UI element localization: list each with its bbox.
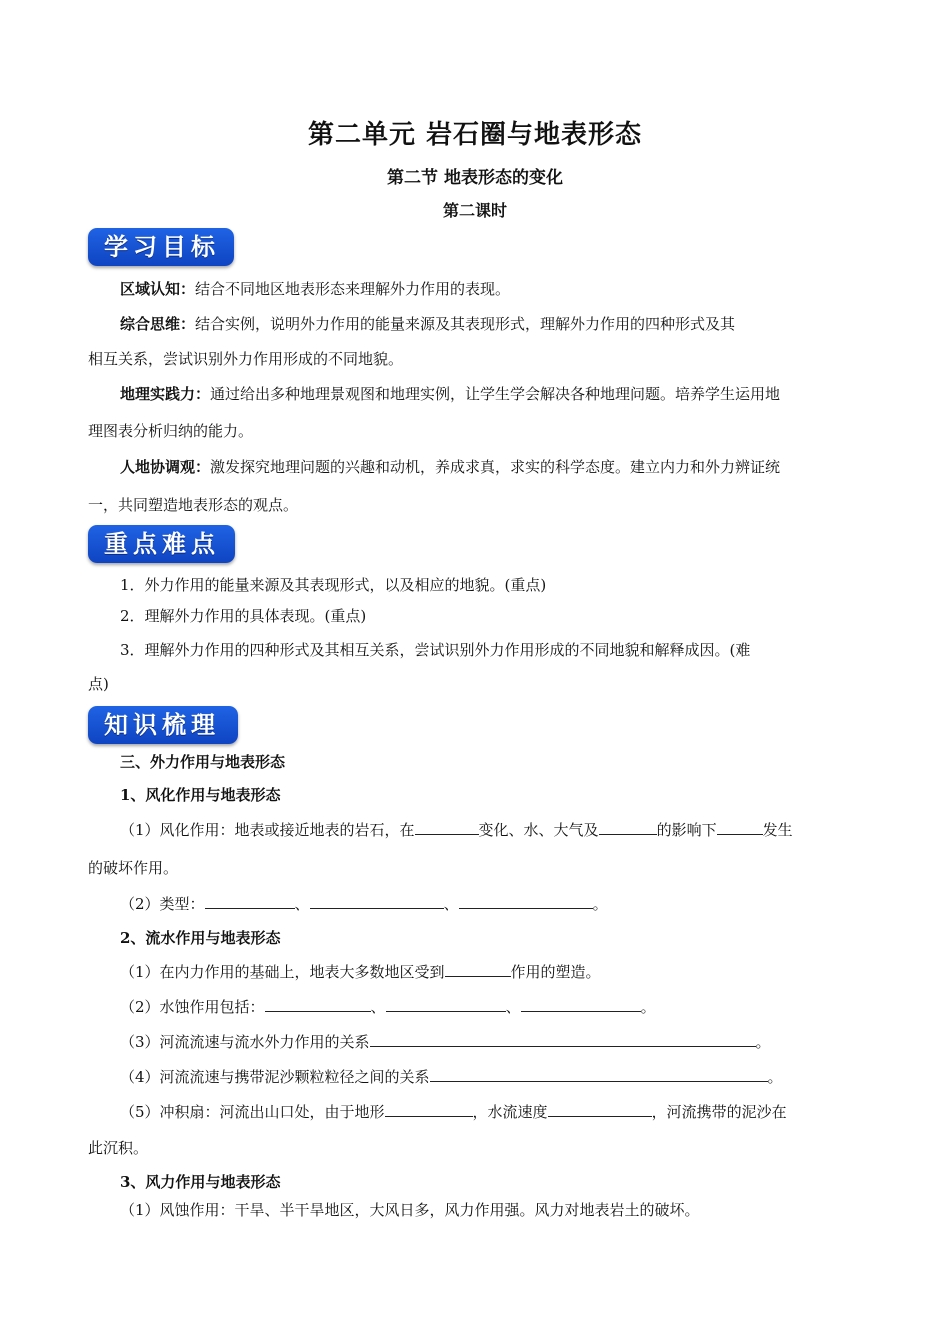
fill-blank[interactable] [370, 1032, 756, 1047]
question-text: ，河流携带的泥沙在 [651, 1103, 787, 1121]
objective-synthesis-cont: 相互关系，尝试识别外力作用形成的不同地貌。 [88, 350, 404, 368]
question-text: 作用的塑造。 [510, 963, 601, 981]
fluvial-q3 [120, 1032, 900, 1052]
punctuation: 。 [767, 1068, 783, 1086]
key-point-item-cont: 点) [88, 675, 109, 693]
subsection-heading: 3、风力作用与地表形态 [120, 1173, 281, 1191]
question-text: （1）风化作用：地表或接近地表的岩石，在 [120, 821, 415, 839]
fill-blank[interactable] [430, 1067, 768, 1082]
fill-blank[interactable] [459, 894, 593, 909]
punctuation: 。 [592, 895, 608, 913]
subsection-heading: 1、风化作用与地表形态 [120, 786, 281, 804]
separator: 、 [505, 998, 521, 1016]
objective-harmony [120, 457, 900, 477]
fill-blank[interactable] [548, 1102, 652, 1117]
section-title: 第二节 地表形态的变化 [387, 168, 563, 188]
unit-title: 第二单元 岩石圈与地表形态 [307, 120, 643, 150]
fill-blank[interactable] [386, 997, 506, 1012]
question-text: （1）在内力作用的基础上，地表大多数地区受到 [120, 963, 445, 981]
objective-label: 区域认知： [120, 280, 196, 298]
fluvial-q2 [120, 997, 900, 1017]
objective-practice-cont: 理图表分析归纳的能力。 [88, 422, 254, 440]
objective-practice [120, 384, 900, 404]
question-text: ，水流速度 [472, 1103, 548, 1121]
question-text: （5）冲积扇：河流出山口处，由于地形 [120, 1103, 385, 1121]
fluvial-q4 [120, 1067, 900, 1087]
fluvial-q1 [120, 962, 900, 982]
objective-label: 地理实践力： [120, 385, 211, 403]
key-point-item: 3．理解外力作用的四种形式及其相互关系，尝试识别外力作用形成的不同地貌和解释成因。(难 [120, 641, 751, 659]
objectives-badge: 学习目标 [88, 228, 234, 266]
question-text: （2）水蚀作用包括： [120, 998, 265, 1016]
objective-text: 结合不同地区地表形态来理解外力作用的表现。 [195, 280, 511, 298]
objective-text: 通过给出多种地理景观图和地理实例，让学生学会解决各种地理问题。培养学生运用地 [210, 385, 781, 403]
key-point-item: 2．理解外力作用的具体表现。(重点) [120, 607, 367, 625]
objective-label: 人地协调观： [120, 458, 211, 476]
objective-text: 激发探究地理问题的兴趣和动机，养成求真，求实的科学态度。建立内力和外力辨证统 [210, 458, 781, 476]
key-points-badge: 重点难点 [88, 525, 235, 563]
knowledge-badge: 知识梳理 [88, 706, 238, 744]
question-text: （2）类型： [120, 895, 205, 913]
question-text: （4）河流流速与携带泥沙颗粒粒径之间的关系 [120, 1068, 430, 1086]
fill-blank[interactable] [415, 820, 479, 835]
aeolian-q1: （1）风蚀作用：干旱、半干旱地区，大风日多，风力作用强。风力对地表岩土的破坏。 [120, 1201, 700, 1219]
punctuation: 。 [640, 998, 656, 1016]
section-heading: 三、外力作用与地表形态 [120, 753, 286, 771]
weathering-q1-cont: 的破坏作用。 [88, 859, 179, 877]
objective-text: 结合实例，说明外力作用的能量来源及其表现形式，理解外力作用的四种形式及其 [195, 315, 736, 333]
separator: 、 [443, 895, 459, 913]
question-text: 的影响下 [656, 821, 717, 839]
fill-blank[interactable] [265, 997, 371, 1012]
separator: 、 [370, 998, 386, 1016]
subsection-heading: 2、流水作用与地表形态 [120, 929, 281, 947]
key-point-item: 1．外力作用的能量来源及其表现形式，以及相应的地貌。(重点) [120, 576, 547, 594]
objective-regional [120, 279, 900, 299]
separator: 、 [294, 895, 310, 913]
punctuation: 。 [755, 1033, 771, 1051]
lesson-title: 第二课时 [442, 201, 507, 220]
objective-label: 综合思维： [120, 315, 196, 333]
fill-blank[interactable] [521, 997, 641, 1012]
fill-blank[interactable] [310, 894, 444, 909]
weathering-q2 [120, 894, 900, 914]
question-text: 变化、水、大气及 [478, 821, 599, 839]
fill-blank[interactable] [205, 894, 295, 909]
question-text: 发生 [762, 821, 793, 839]
weathering-q1 [120, 820, 900, 840]
fill-blank[interactable] [445, 962, 511, 977]
objective-harmony-cont: 一，共同塑造地表形态的观点。 [88, 496, 299, 514]
fill-blank[interactable] [599, 820, 657, 835]
objective-synthesis [120, 314, 900, 334]
fluvial-q5-cont: 此沉积。 [88, 1139, 149, 1157]
question-text: （3）河流流速与流水外力作用的关系 [120, 1033, 370, 1051]
fluvial-q5 [120, 1102, 900, 1122]
fill-blank[interactable] [717, 820, 763, 835]
fill-blank[interactable] [385, 1102, 473, 1117]
